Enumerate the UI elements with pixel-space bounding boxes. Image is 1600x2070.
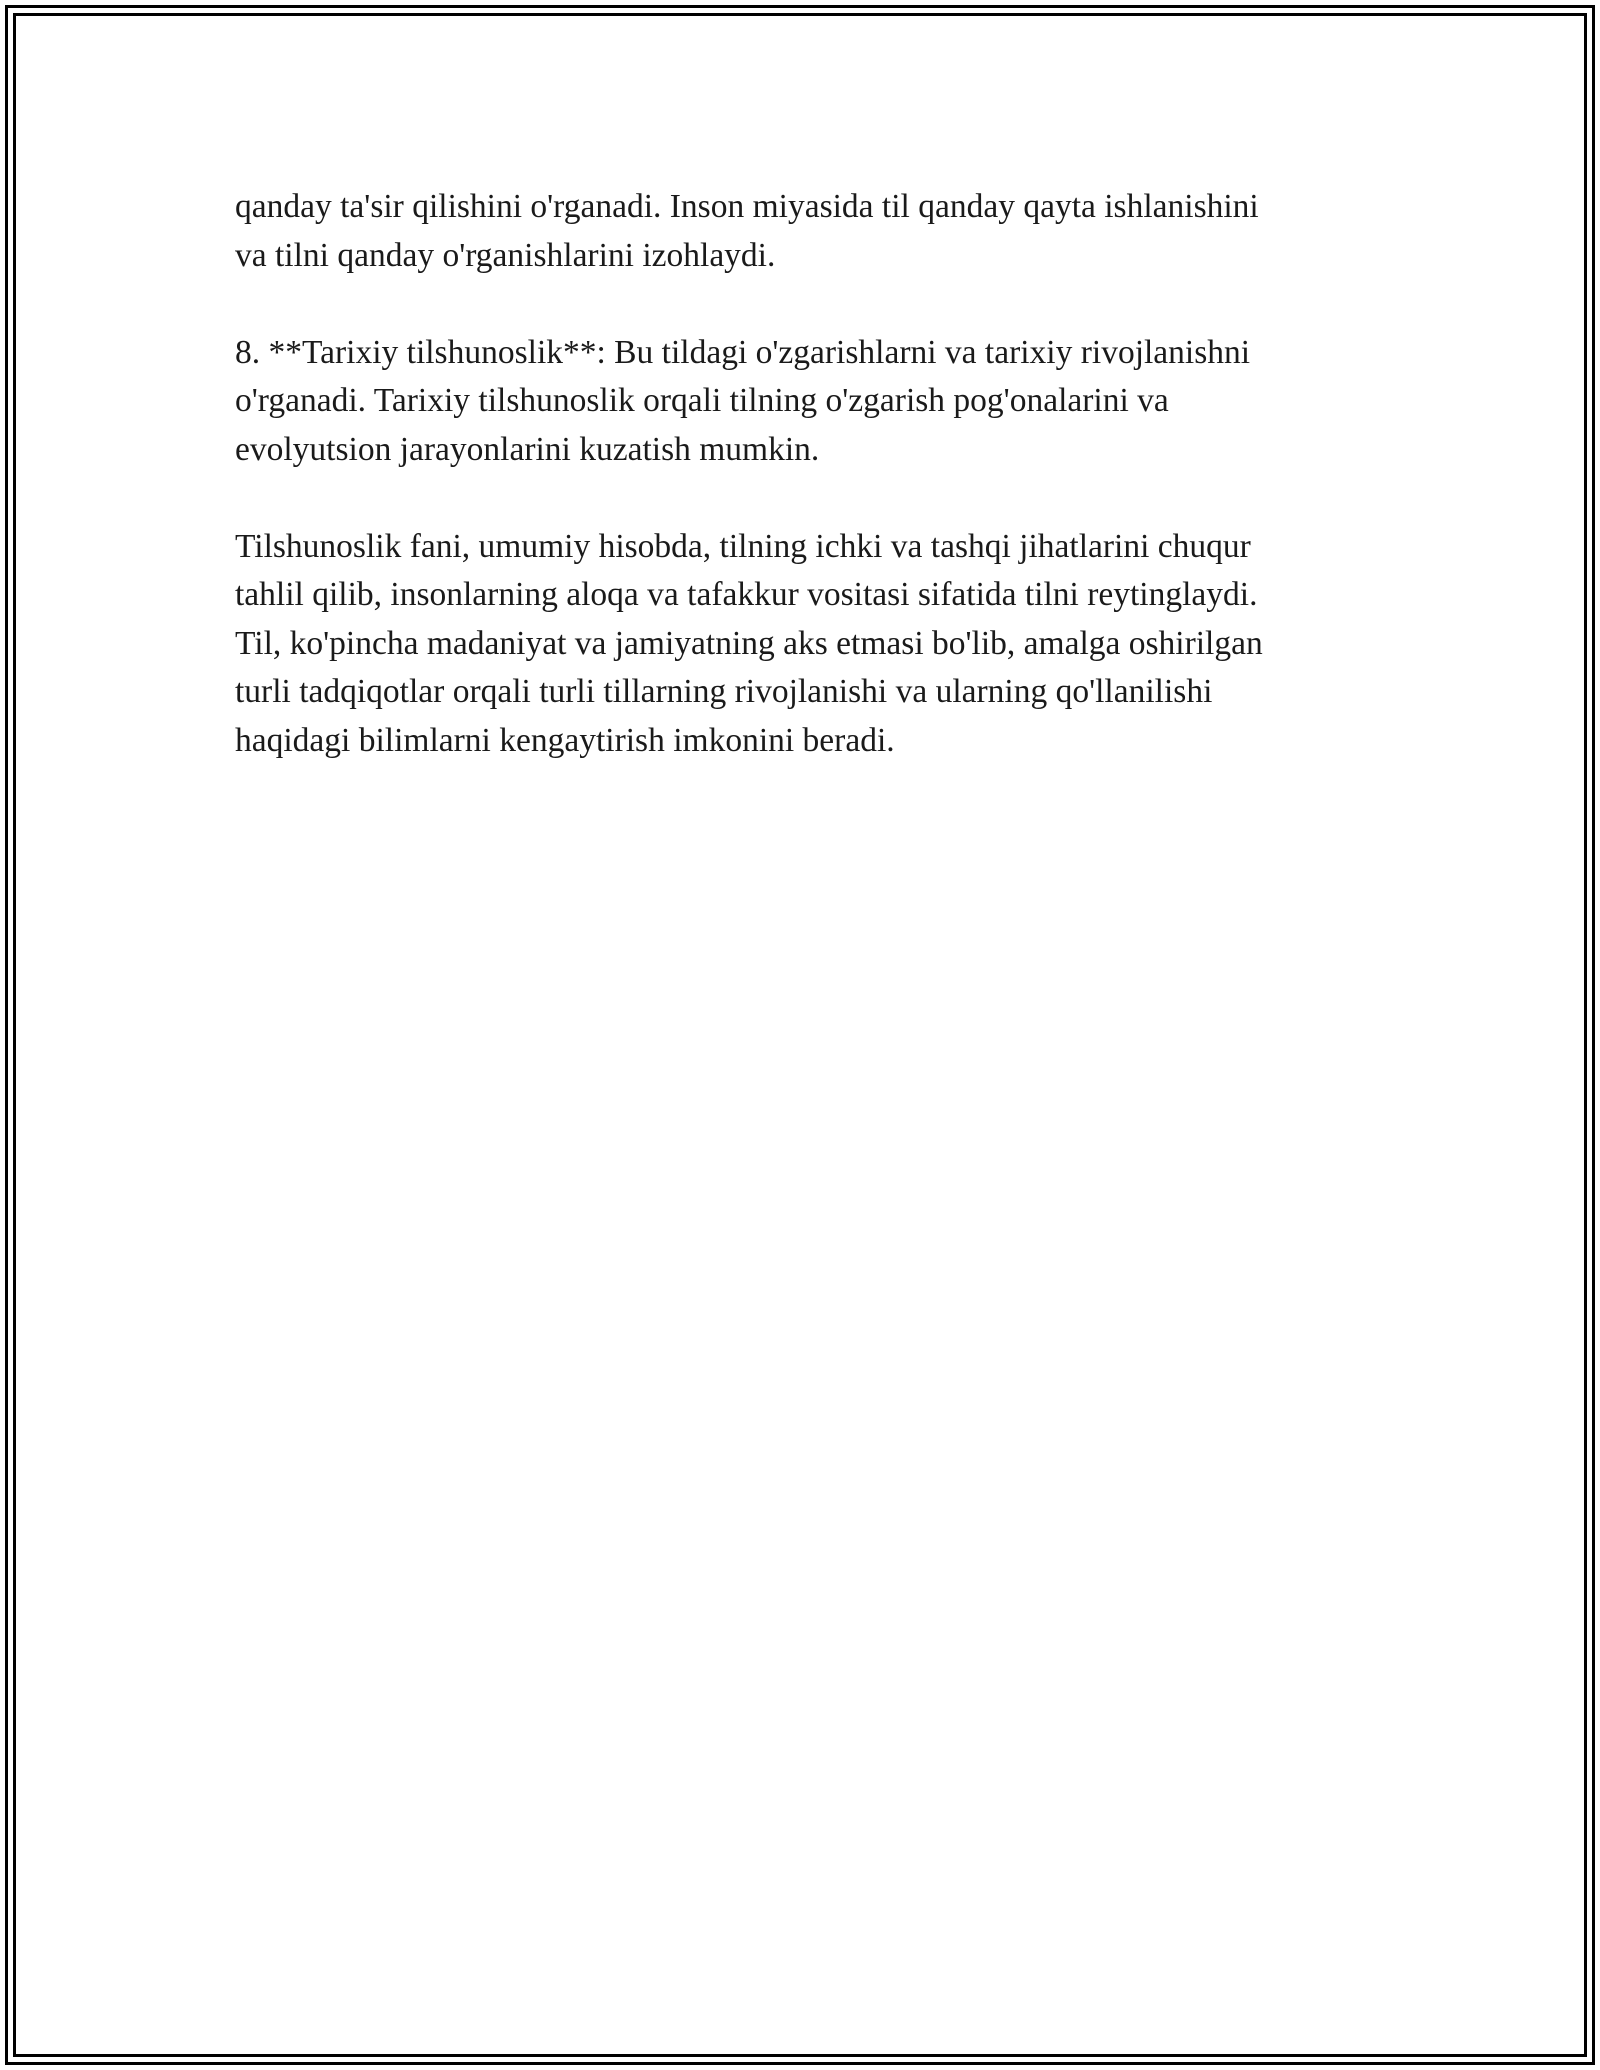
- text-line: turli tadqiqotlar orqali turli tillarning rivojlanishi va ularning qo'llanilishi: [235, 673, 1213, 710]
- text-line: evolyutsion jarayonlarini kuzatish mumkin.: [235, 430, 820, 468]
- paragraph-conclusion: [235, 523, 1375, 766]
- paragraph-continuation: [235, 183, 1375, 280]
- text-line: o'rganadi. Tarixiy tilshunoslik orqali tilning o'zgarish pog'onalarini va: [235, 382, 1169, 419]
- paragraph-historical-linguistics: [235, 329, 1375, 475]
- text-line: va tilni qanday o'rganishlarini izohlaydi.: [235, 236, 776, 274]
- text-line: haqidagi bilimlarni kengaytirish imkonini beradi.: [235, 721, 895, 759]
- text-line: Tilshunoslik fani, umumiy hisobda, tilning ichki va tashqi jihatlarini chuqur: [235, 527, 1251, 565]
- text-line: Til, ko'pincha madaniyat va jamiyatning aks etmasi bo'lib, amalga oshirilgan: [235, 624, 1263, 662]
- text-line: 8. **Tarixiy tilshunoslik**: Bu tildagi o'zgarishlarni va tarixiy rivojlanishni: [235, 333, 1251, 371]
- text-line: qanday ta'sir qilishini o'rganadi. Inson miyasida til qanday qayta ishlanishini: [235, 188, 1259, 225]
- document-body: [235, 183, 1375, 814]
- text-line: tahlil qilib, insonlarning aloqa va tafakkur vositasi sifatida tilni reytinglaydi.: [235, 576, 1258, 613]
